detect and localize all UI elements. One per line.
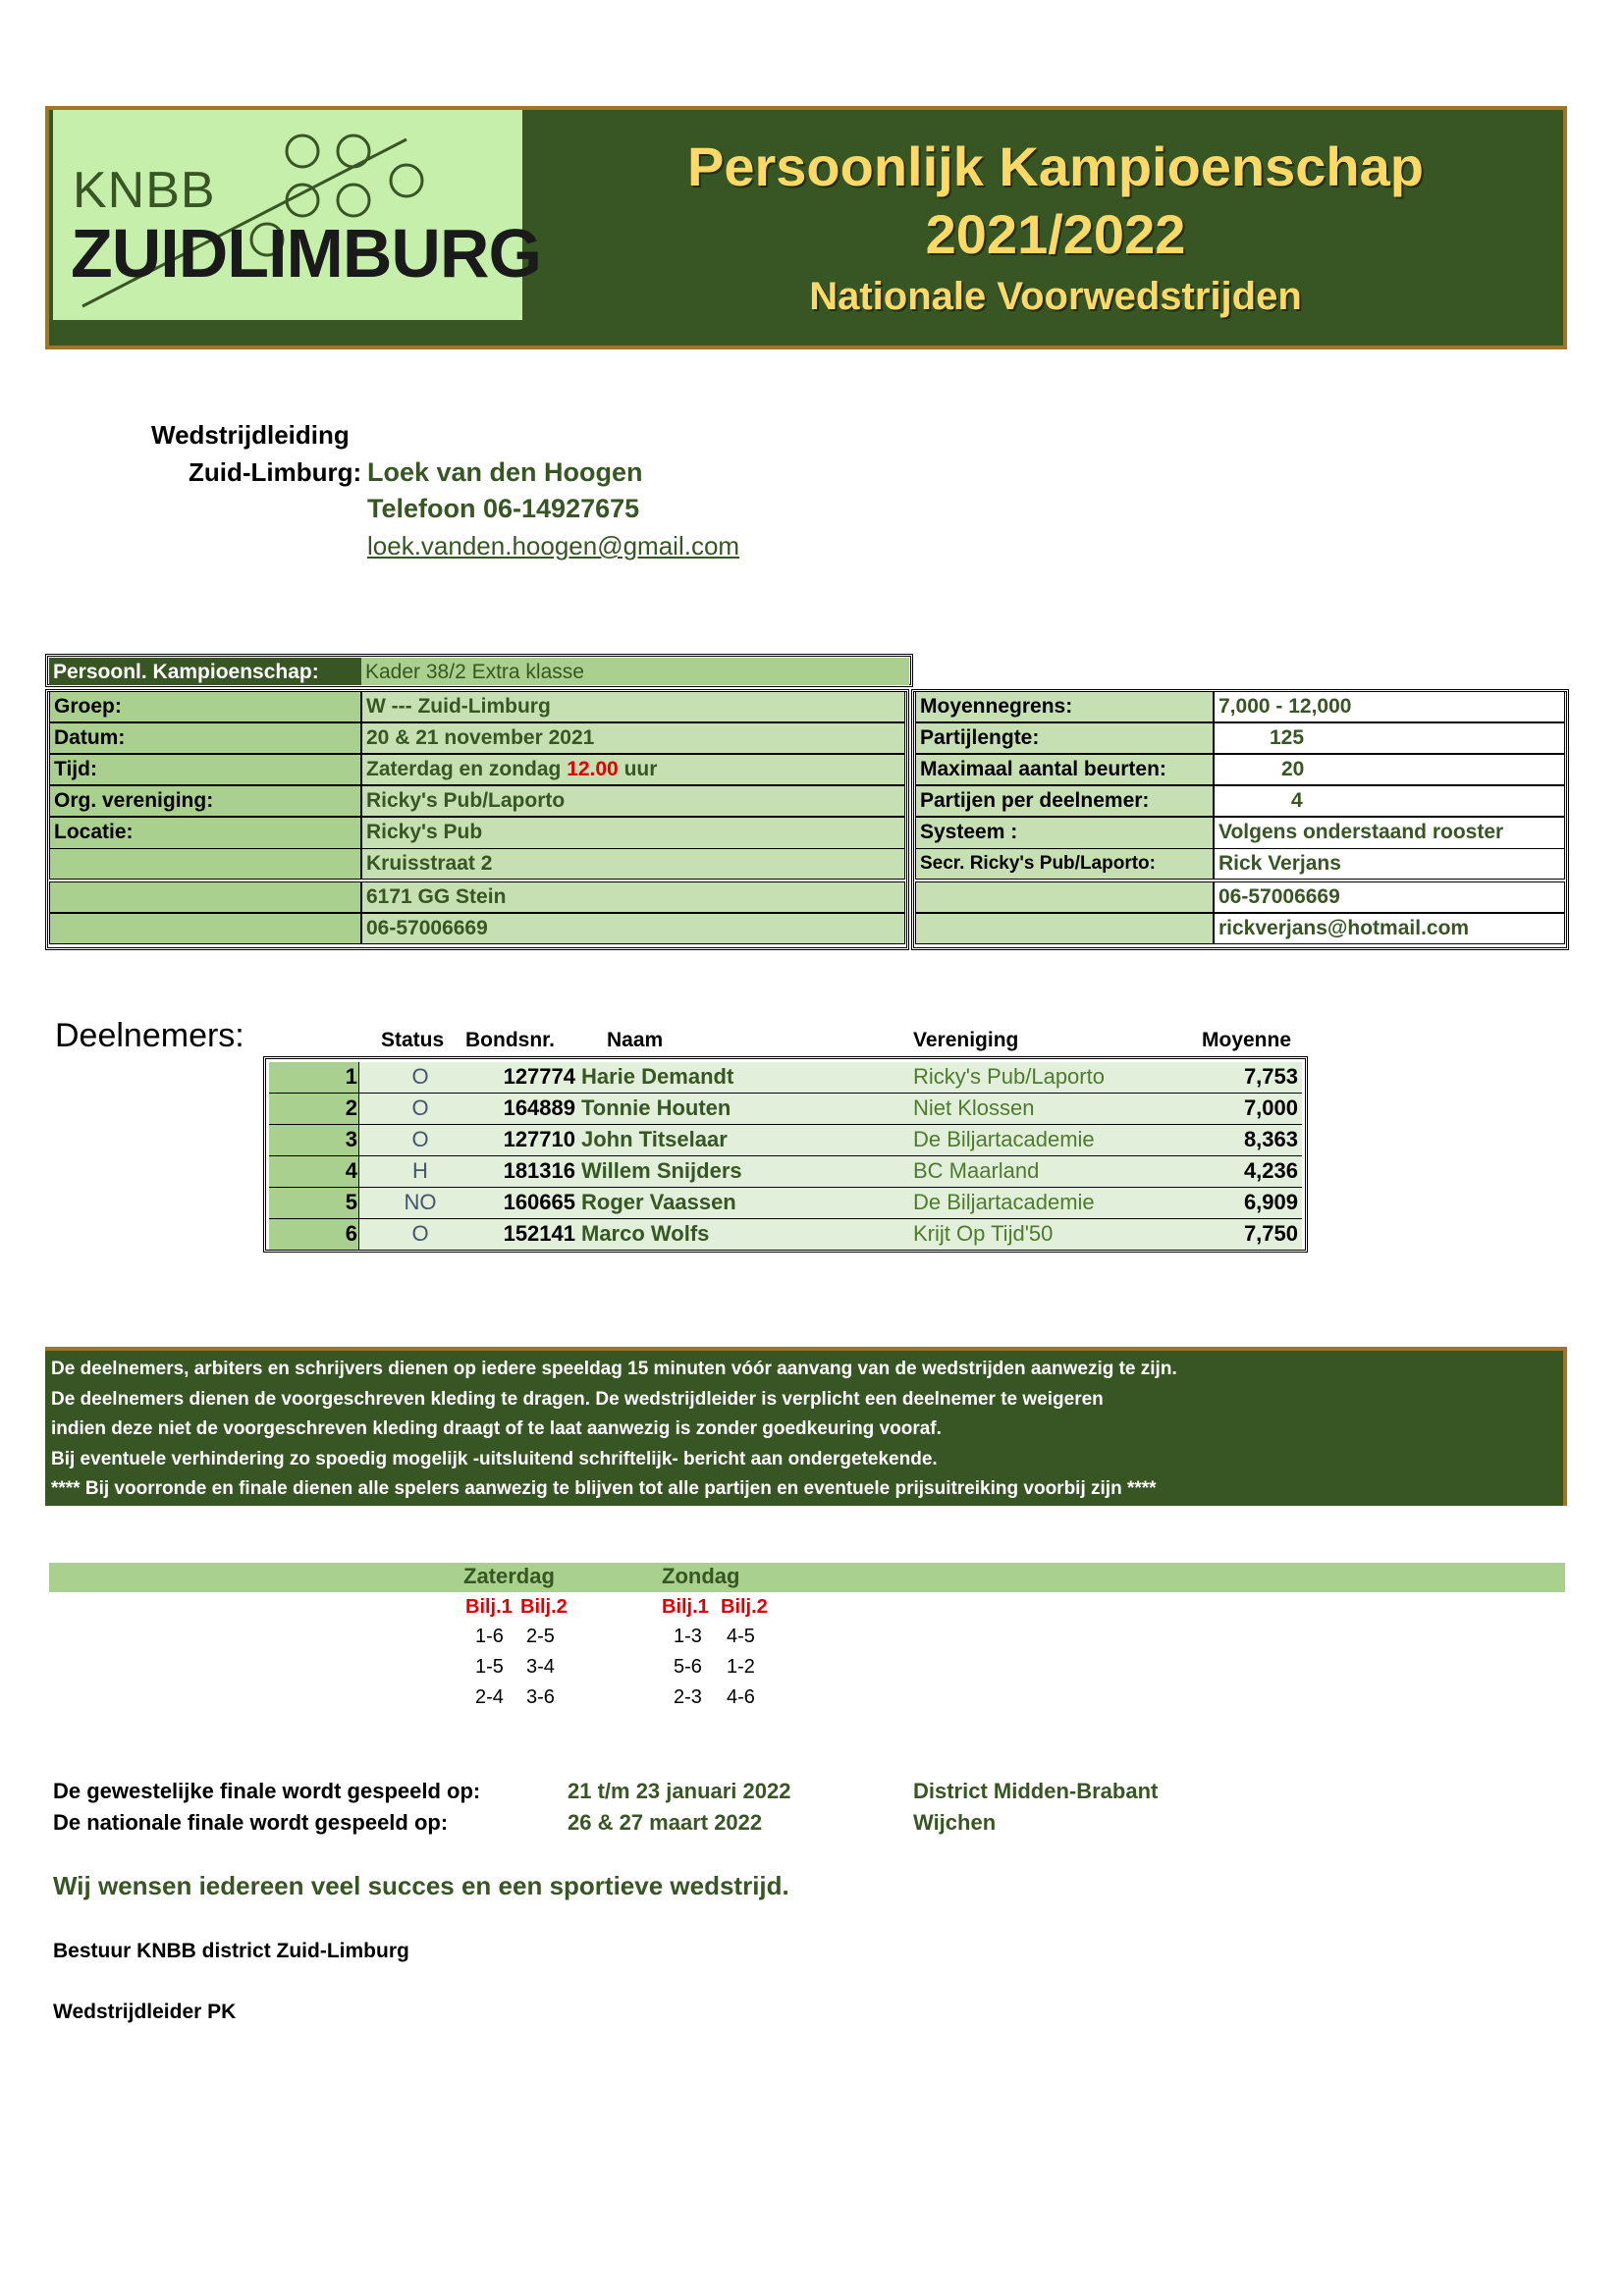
participant-status: O xyxy=(411,1127,429,1151)
participant-name: Roger Vaassen xyxy=(581,1190,736,1214)
participant-nr: 6 xyxy=(345,1221,357,1246)
info-left-value xyxy=(361,848,905,880)
pk-value: Kader 38/2 Extra klasse xyxy=(361,658,909,685)
banner-title xyxy=(550,133,1561,324)
info-left-value-text: Ricky's Pub xyxy=(366,821,483,843)
participant-bondsnr: 164889 xyxy=(503,1095,575,1120)
participant-status: O xyxy=(411,1221,429,1246)
info-right-value: 125 xyxy=(1214,722,1565,754)
participant-bondsnr: 181316 xyxy=(503,1158,575,1183)
notice-line: Bij eventuele verhindering zo spoedig mogelijk -uitsluitend schriftelijk- bericht aan ondergetekende. xyxy=(51,1448,938,1469)
day1-match-bilj1: 2-4 xyxy=(475,1686,504,1708)
participant-row xyxy=(269,1125,1302,1156)
title-line-3: Nationale Voorwedstrijden xyxy=(809,275,1302,318)
participant-nr: 3 xyxy=(345,1127,357,1151)
info-left-label xyxy=(49,913,361,944)
info-left-value-text: W --- Zuid-Limburg xyxy=(366,695,551,718)
national-final-label: De nationale finale wordt gespeeld op: xyxy=(53,1810,449,1835)
info-right-label xyxy=(915,881,1214,913)
info-left-value xyxy=(361,817,905,850)
info-right-value: 20 xyxy=(1214,754,1565,785)
info-right-label: Secr. Ricky's Pub/Laporto: xyxy=(915,848,1214,880)
regional-final-label: De gewestelijke finale wordt gespeeld op: xyxy=(53,1779,481,1803)
participant-row xyxy=(269,1062,1302,1094)
info-right-label: Partijlengte: xyxy=(915,722,1214,754)
closing-leader: Wedstrijdleider PK xyxy=(53,2001,237,2023)
info-time-suffix: uur xyxy=(618,758,658,780)
notice-line: **** Bij voorronde en finale dienen alle spelers aanwezig te blijven tot alle partijen en eventuele prijsuitreiking voorbij zijn **** xyxy=(51,1478,1157,1499)
day1-match-bilj2: 3-6 xyxy=(526,1686,555,1708)
participant-row xyxy=(269,1219,1302,1251)
info-right-label: Moyennegrens: xyxy=(915,691,1214,722)
participant-row xyxy=(269,1094,1302,1125)
info-right-label: Maximaal aantal beurten: xyxy=(915,754,1214,785)
info-left-value-text: Kruisstraat 2 xyxy=(366,852,493,875)
info-right-value: rickverjans@hotmail.com xyxy=(1214,913,1565,944)
title-line-2: 2021/2022 xyxy=(925,203,1186,265)
day1-match-bilj1: 1-5 xyxy=(475,1656,504,1678)
day2-match-bilj2: 4-5 xyxy=(727,1626,755,1647)
info-left-value-text: Ricky's Pub/Laporto xyxy=(366,789,566,812)
col-bondsnr: Bondsnr. xyxy=(465,1029,556,1051)
participant-nr: 4 xyxy=(345,1158,357,1183)
day2-bilj2: Bilj.2 xyxy=(721,1596,768,1618)
info-right-value: Rick Verjans xyxy=(1214,848,1565,880)
info-left-value xyxy=(361,754,905,785)
participant-status: O xyxy=(411,1095,429,1120)
info-left-value-text: 20 & 21 november 2021 xyxy=(366,726,595,749)
participant-name: Willem Snijders xyxy=(581,1158,742,1183)
info-right-label: Partijen per deelnemer: xyxy=(915,785,1214,817)
col-naam: Naam xyxy=(607,1029,664,1051)
day1-match-bilj2: 3-4 xyxy=(526,1656,555,1678)
closing-board: Bestuur KNBB district Zuid-Limburg xyxy=(53,1940,409,1962)
info-left-value-text: 6171 GG Stein xyxy=(366,885,507,908)
info-left-label: Org. vereniging: xyxy=(49,785,361,817)
info-right-value: 06-57006669 xyxy=(1214,881,1565,913)
notice-line: indien deze niet de voorgeschreven kleding draagt of te laat aanwezig is zonder goedkeuring vooraf. xyxy=(51,1418,942,1439)
info-left-value xyxy=(361,913,905,944)
participant-bondsnr: 127774 xyxy=(503,1064,575,1089)
participant-moyenne: 4,236 xyxy=(1243,1158,1298,1183)
participants-heading: Deelnemers: xyxy=(55,1017,244,1054)
info-left-value-text: 06-57006669 xyxy=(366,917,488,939)
info-left-label: Locatie: xyxy=(49,817,361,850)
participant-status: H xyxy=(412,1158,428,1183)
participant-bondsnr: 152141 xyxy=(503,1221,575,1246)
participant-name: Marco Wolfs xyxy=(581,1221,710,1246)
contact-email-link[interactable]: loek.vanden.hoogen@gmail.com xyxy=(367,531,740,561)
col-vereniging: Vereniging xyxy=(913,1029,1019,1051)
schedule-day2: Zondag xyxy=(662,1564,740,1588)
info-left-value-text: Zaterdag en zondag xyxy=(366,758,568,780)
participant-moyenne: 7,750 xyxy=(1243,1221,1298,1246)
schedule-day1: Zaterdag xyxy=(463,1564,555,1588)
participant-club: De Biljartacademie xyxy=(913,1127,1095,1151)
contact-phone: Telefoon 06-14927675 xyxy=(367,494,640,523)
contact-region-label: Zuid-Limburg: xyxy=(189,457,362,487)
pk-label: Persoonl. Kampioenschap: xyxy=(49,658,361,685)
participant-nr: 2 xyxy=(345,1095,357,1120)
participant-bondsnr: 127710 xyxy=(503,1127,575,1151)
day2-match-bilj1: 5-6 xyxy=(674,1656,702,1678)
day1-bilj1: Bilj.1 xyxy=(465,1596,513,1618)
day2-bilj1: Bilj.1 xyxy=(662,1596,709,1618)
info-left-label: Groep: xyxy=(49,691,361,722)
info-time-highlight: 12.00 xyxy=(567,758,619,780)
day1-bilj2: Bilj.2 xyxy=(520,1596,568,1618)
info-left-label xyxy=(49,848,361,880)
national-final-place: Wijchen xyxy=(913,1810,997,1835)
participant-row xyxy=(269,1188,1302,1219)
info-left-value xyxy=(361,785,905,817)
notice-line: De deelnemers dienen de voorgeschreven kleding te dragen. De wedstrijdleider is verplicht een deelnemer te weigeren xyxy=(51,1388,1104,1410)
day2-match-bilj1: 2-3 xyxy=(674,1686,702,1708)
info-right-label xyxy=(915,913,1214,944)
notice-box xyxy=(45,1347,1567,1506)
participant-club: Niet Klossen xyxy=(913,1095,1035,1120)
day2-match-bilj2: 1-2 xyxy=(727,1656,755,1678)
participant-club: BC Maarland xyxy=(913,1158,1040,1183)
participant-name: Harie Demandt xyxy=(581,1064,734,1089)
participant-status: NO xyxy=(404,1190,437,1214)
info-left-label xyxy=(49,881,361,913)
participant-moyenne: 7,000 xyxy=(1243,1095,1298,1120)
participant-bondsnr: 160665 xyxy=(503,1190,575,1214)
participant-club: Krijt Op Tijd'50 xyxy=(913,1221,1054,1246)
regional-final-place: District Midden-Brabant xyxy=(913,1779,1159,1803)
info-left-value xyxy=(361,722,905,754)
info-left-value xyxy=(361,691,905,722)
schedule-header-bar xyxy=(49,1563,1565,1592)
info-left-label: Tijd: xyxy=(49,754,361,785)
knbb-logo xyxy=(53,110,541,320)
col-moyenne: Moyenne xyxy=(1202,1029,1292,1051)
participant-name: John Titselaar xyxy=(581,1127,728,1151)
national-final-date: 26 & 27 maart 2022 xyxy=(568,1810,763,1835)
participant-club: De Biljartacademie xyxy=(913,1190,1095,1214)
info-right-value: 4 xyxy=(1214,785,1565,817)
col-status: Status xyxy=(381,1029,445,1051)
participant-moyenne: 6,909 xyxy=(1243,1190,1298,1214)
participant-row xyxy=(269,1156,1302,1188)
info-left-label: Datum: xyxy=(49,722,361,754)
day1-match-bilj1: 1-6 xyxy=(475,1626,504,1647)
day2-match-bilj1: 1-3 xyxy=(674,1626,702,1647)
logo-district-text: ZUIDLIMBURG xyxy=(71,215,541,292)
closing-wish: Wij wensen iedereen veel succes en een sportieve wedstrijd. xyxy=(53,1871,789,1900)
regional-final-date: 21 t/m 23 januari 2022 xyxy=(568,1779,791,1803)
info-right-value: Volgens onderstaand rooster xyxy=(1214,817,1565,850)
contact-name: Loek van den Hoogen xyxy=(367,457,643,487)
participant-nr: 1 xyxy=(345,1064,357,1089)
info-right-label: Systeem : xyxy=(915,817,1214,850)
notice-line: De deelnemers, arbiters en schrijvers dienen op iedere speeldag 15 minuten vóór aanvang van de wedstrijden aanwezig te zijn. xyxy=(51,1359,1177,1379)
info-left-value xyxy=(361,881,905,913)
day1-match-bilj2: 2-5 xyxy=(526,1626,555,1647)
day2-match-bilj2: 4-6 xyxy=(727,1686,755,1708)
participant-name: Tonnie Houten xyxy=(581,1095,731,1120)
info-right-value: 7,000 - 12,000 xyxy=(1214,691,1565,722)
contact-heading: Wedstrijdleiding xyxy=(151,420,350,450)
participant-status: O xyxy=(411,1064,429,1089)
participant-moyenne: 8,363 xyxy=(1243,1127,1298,1151)
participant-club: Ricky's Pub/Laporto xyxy=(913,1064,1105,1089)
logo-knbb-text: KNBB xyxy=(73,162,216,219)
title-line-1: Persoonlijk Kampioenschap xyxy=(687,135,1424,197)
participant-nr: 5 xyxy=(345,1190,357,1214)
participant-moyenne: 7,753 xyxy=(1243,1064,1298,1089)
